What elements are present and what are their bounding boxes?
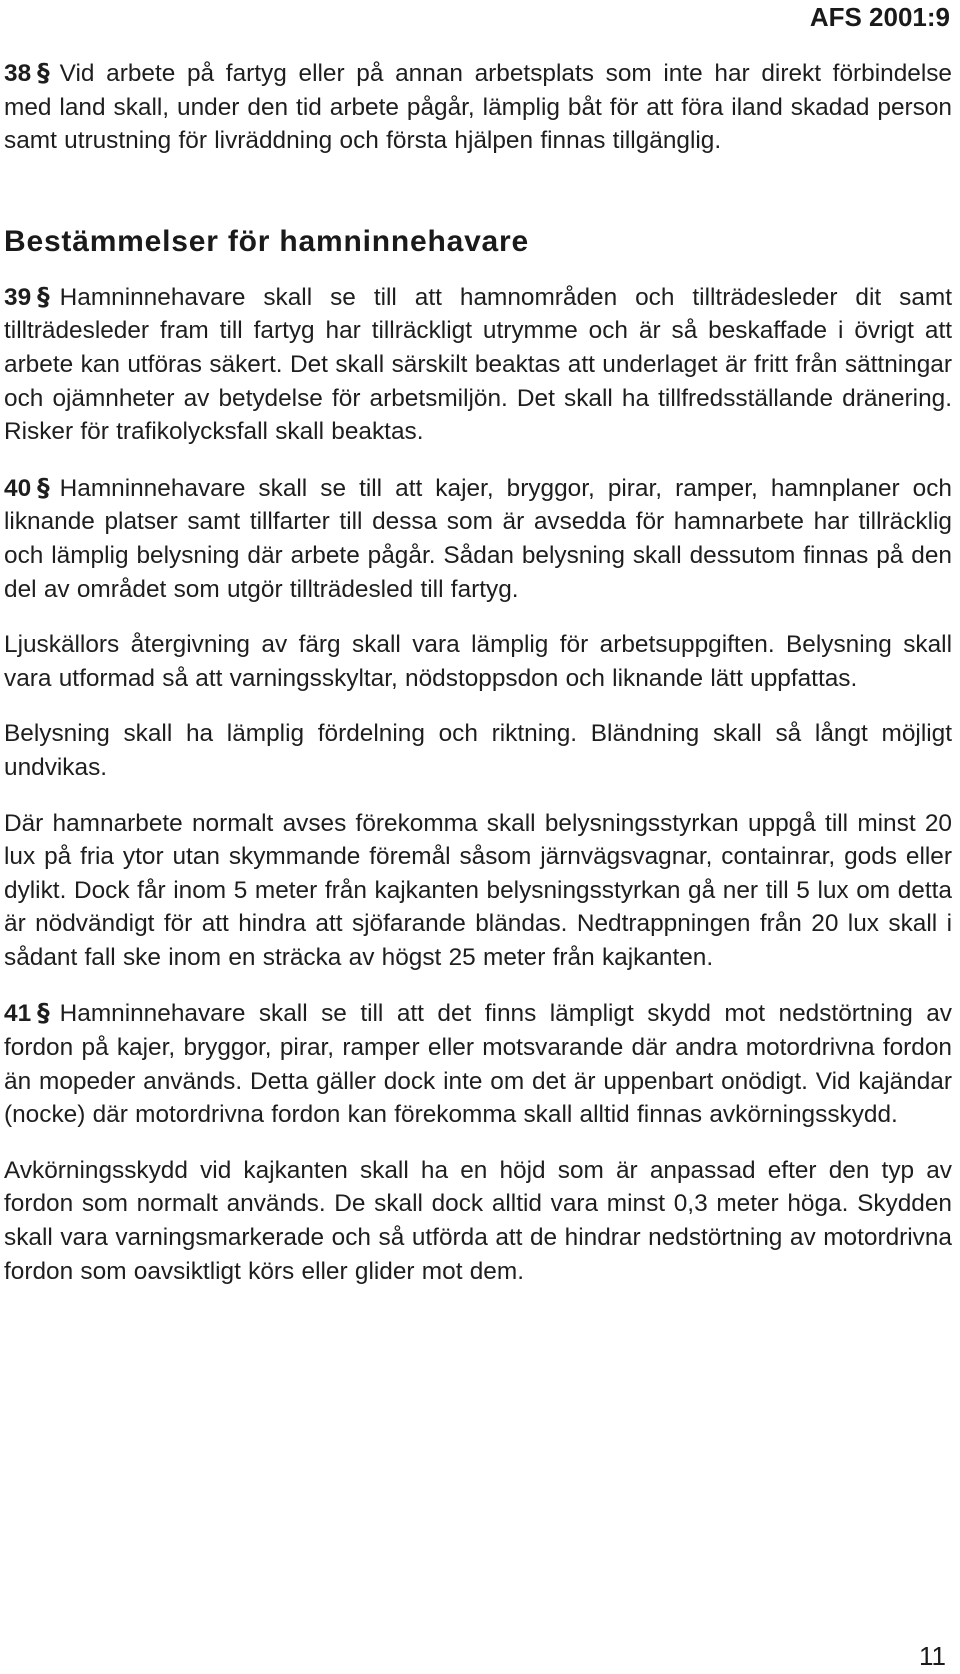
- section-number: 38: [4, 60, 32, 87]
- section-38: [4, 56, 952, 158]
- section-41-paragraph: Avkörningsskydd vid kajkanten skall ha en höjd som är anpassad efter den typ av fordon som normalt används. De skall dock alltid vara minst 0,3 meter höga. Skydden skall vara varningsmarkerade och så utförda att de hindrar nedstörtning av motordrivna fordon som oavsiktligt körs eller glider mot dem.: [4, 1156, 952, 1285]
- page-number: 11: [919, 1641, 946, 1671]
- section-sign-icon: §: [37, 998, 50, 1028]
- section-41-text: Hamninnehavare skall se till att det finns lämpligt skydd mot nedstörtning av fordon på kajer, bryggor, pirar, ramper eller motsvarande där andra motordrivna fordon än mopeder används. Detta gäller dock inte om det är uppenbart onödigt. Vid kajändar (nocke) där motordrivna fordon kan förekomma skall alltid finnas avkörningsskydd.: [4, 1000, 952, 1129]
- section-39-text: Hamninnehavare skall se till att hamnområden och tillträdesleder dit samt tillträdesleder fram till fartyg har tillräckligt utrymme och är så beskaffade i övrigt att arbete kan utföras säkert. Det skall särskilt beaktas att underlaget är fritt från sättningar och ojämnheter av betydelse för arbetsmiljön. Det skall ha tillfredsställande dränering. Risker för trafikolycksfall skall beaktas.: [4, 283, 952, 446]
- section-41: [4, 996, 952, 1131]
- section-40: [4, 471, 952, 606]
- section-sign-icon: §: [37, 58, 50, 87]
- section-number: 40: [4, 474, 32, 502]
- section-number: 39: [4, 283, 32, 311]
- section-sign-icon: §: [37, 472, 50, 502]
- page-content: [4, 56, 952, 1288]
- section-39: [4, 280, 952, 449]
- section-40-paragraph: Ljuskällors återgivning av färg skall vara lämplig för arbetsuppgiften. Belysning skall vara utformad så att varningsskyltar, nödstoppsdon och liknande lätt uppfattas.: [4, 631, 952, 692]
- section-sign-icon: §: [37, 281, 50, 311]
- section-number: 41: [4, 1000, 32, 1028]
- section-heading: Bestämmelser för hamninnehavare: [4, 224, 529, 258]
- document-code: AFS 2001:9: [809, 2, 950, 32]
- section-40-text: Hamninnehavare skall se till att kajer, bryggor, pirar, ramper, hamnplaner och liknande platser samt tillfarter till dessa som är avsedda för hamnarbete har tillräcklig och lämplig belysning där arbete pågår. Sådan belysning skall dessutom finnas på den del av området som utgör tillträdesled till fartyg.: [4, 474, 952, 603]
- section-38-text: Vid arbete på fartyg eller på annan arbetsplats som inte har direkt förbindelse med land skall, under den tid arbete pågår, lämplig båt för att föra iland skadad person samt utrustning för livräddning och första hjälpen finnas tillgänglig.: [4, 60, 952, 155]
- section-40-paragraph: Där hamnarbete normalt avses förekomma skall belysningsstyrkan uppgå till minst 20 lux på fria ytor utan skymmande föremål såsom järnvägsvagnar, containrar, gods eller dylikt. Dock får inom 5 meter från kajkanten belysningsstyrkan gå ner till 5 lux om detta är nödvändigt för att hindra att sjöfarande bländas. Nedtrappningen från 20 lux skall i sådant fall ske inom en sträcka av högst 25 meter från kajkanten.: [4, 809, 952, 971]
- section-40-paragraph: Belysning skall ha lämplig fördelning och riktning. Bländning skall så långt möjligt undvikas.: [4, 720, 952, 781]
